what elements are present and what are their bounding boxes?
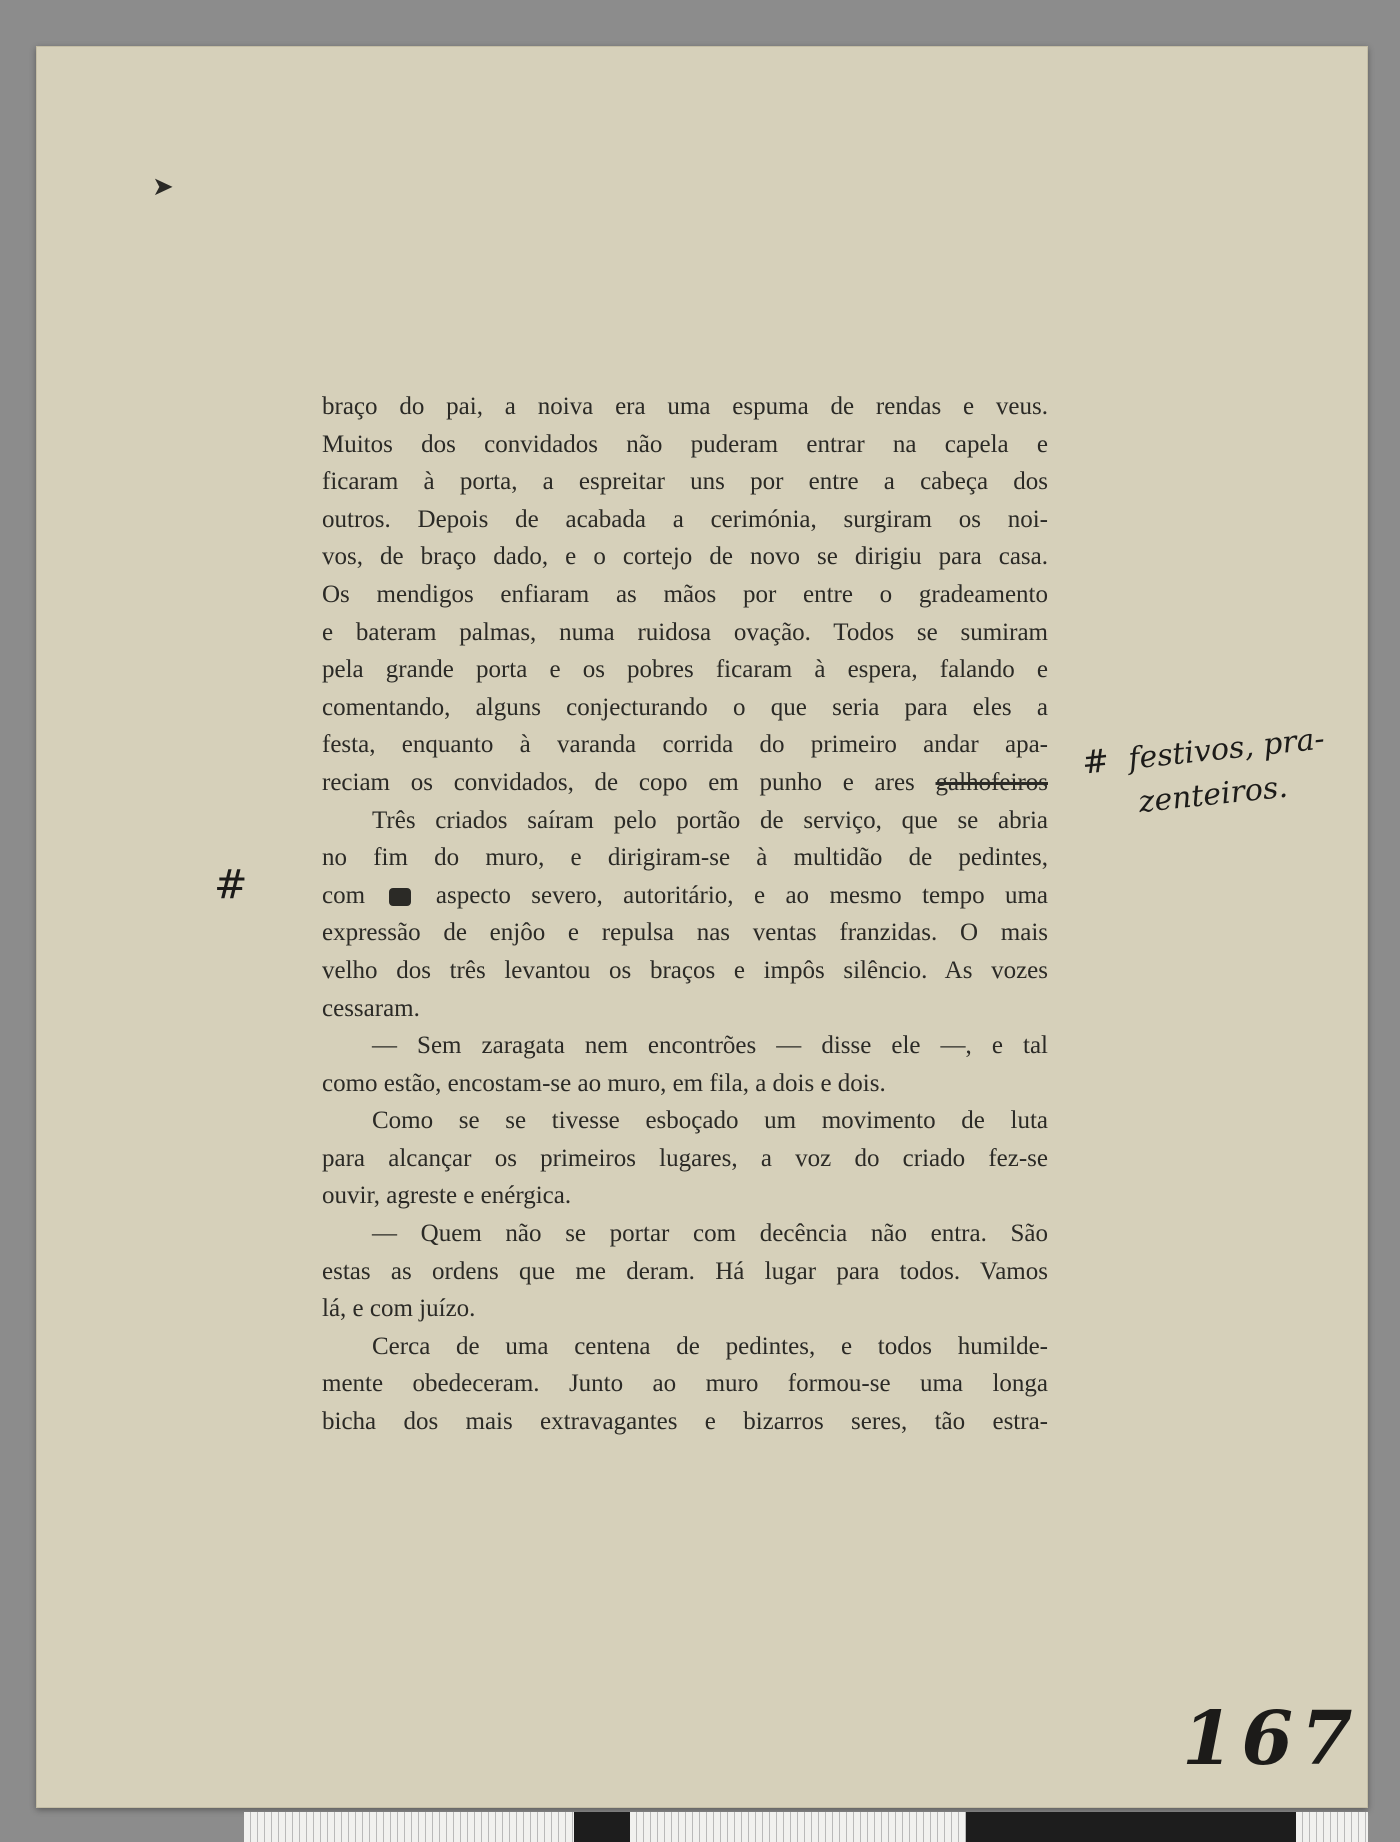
text-line: lá, e com juízo. (322, 1295, 476, 1323)
text-line: cessaram. (322, 994, 420, 1022)
text-line: — Quem não se portar com decência não entra. São (372, 1220, 1048, 1248)
ink-blot (389, 888, 411, 906)
text-line: Muitos dos convidados não puderam entrar na capela e (322, 430, 1048, 458)
text-line: ficaram à porta, a espreitar uns por entre a cabeça dos (322, 468, 1048, 496)
text-line: — Sem zaragata nem encontrões — disse ele —, e tal (372, 1032, 1048, 1060)
text-line: no fim do muro, e dirigiram-se à multidão de pedintes, (322, 844, 1048, 872)
text-line-with-blot (322, 877, 1048, 915)
text-line: velho dos três levantou os braços e impôs silêncio. As vozes (322, 956, 1048, 984)
text-line-with-strike (322, 764, 1048, 802)
text-line: ouvir, agreste e enérgica. (322, 1182, 572, 1210)
text-line: Cerca de uma centena de pedintes, e todos humilde- (372, 1332, 1048, 1360)
text-line: expressão de enjôo e repulsa nas ventas franzidas. O mais (322, 919, 1048, 947)
ruler-segment (966, 1812, 1296, 1842)
text-line: estas as ordens que me deram. Há lugar para todos. Vamos (322, 1257, 1048, 1285)
text-line: Os mendigos enfiaram as mãos por entre o gradeamento (322, 580, 1048, 608)
text-line: Três criados saíram pelo portão de serviço, que se abria (372, 806, 1048, 834)
page-number: 167 (1182, 1696, 1361, 1782)
text-line: Como se se tivesse esboçado um movimento de luta (372, 1107, 1048, 1135)
scale-ruler (244, 1812, 1368, 1842)
ruler-segment (574, 1812, 630, 1842)
text-fragment: aspecto severo, autoritário, e ao mesmo tempo uma (435, 881, 1049, 909)
text-fragment: reciam os convidados, de copo em punho e ares (322, 768, 915, 796)
annotation-text: festivos, pra- (1126, 721, 1327, 777)
text-line: outros. Depois de acabada a cerimónia, surgiram os noi- (322, 505, 1048, 533)
pointer-mark-icon: ➤ (152, 172, 174, 201)
ruler-segment (630, 1812, 966, 1842)
text-fragment: com (322, 881, 366, 909)
ruler-segment (244, 1812, 574, 1842)
annotation-line: zenteiros. (1136, 769, 1290, 821)
text-line: braço do pai, a noiva era uma espuma de rendas e veus. (322, 393, 1048, 420)
text-line: bicha dos mais extravagantes e bizarros seres, tão estra- (322, 1408, 1048, 1436)
text-line: comentando, alguns conjecturando o que seria para eles a (322, 693, 1048, 721)
text-line: festa, enquanto à varanda corrida do primeiro andar apa- (322, 731, 1048, 759)
text-line: mente obedeceram. Junto ao muro formou-se uma longa (322, 1370, 1048, 1398)
ruler-segment (1296, 1812, 1368, 1842)
text-line: vos, de braço dado, e o cortejo de novo se dirigiu para casa. (322, 543, 1048, 571)
text-line: e bateram palmas, numa ruidosa ovação. Todos se sumiram (322, 618, 1048, 646)
insert-mark: # (1080, 741, 1111, 782)
typed-text (322, 388, 1048, 1441)
text-line: como estão, encostam-se ao muro, em fila, a dois e dois. (322, 1069, 886, 1097)
text-line: para alcançar os primeiros lugares, a voz do criado fez-se (322, 1144, 1048, 1172)
paragraph-mark: # (214, 862, 248, 908)
struck-word: galhofeiros (935, 768, 1048, 796)
text-line: pela grande porta e os pobres ficaram à espera, falando e (322, 656, 1048, 684)
